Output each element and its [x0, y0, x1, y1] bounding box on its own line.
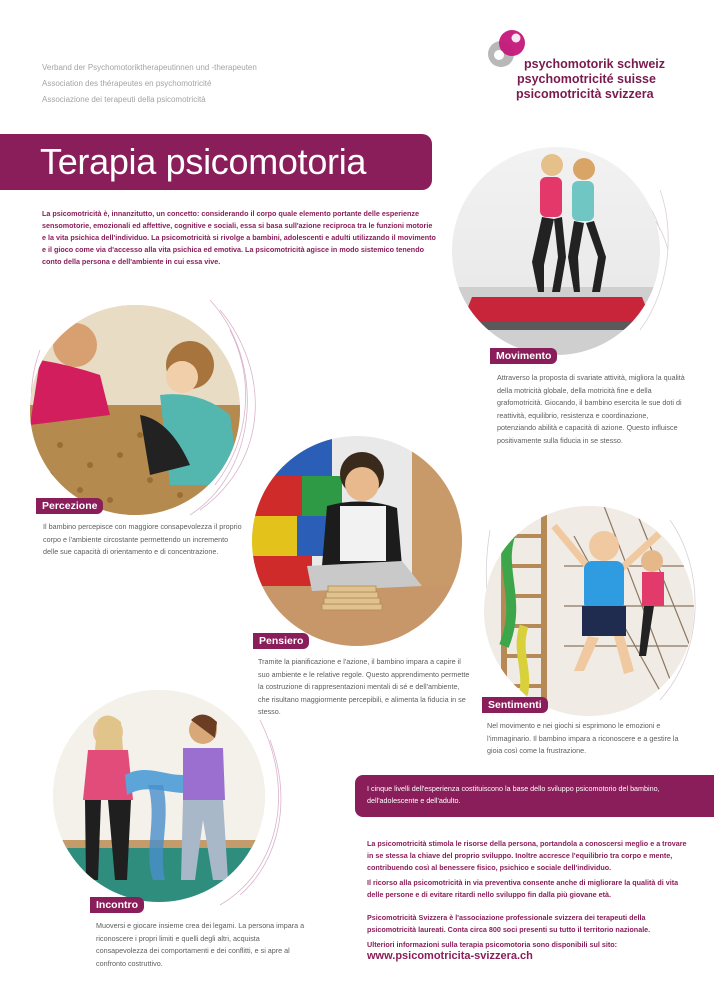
- text-movimento: Attraverso la proposta di svariate attività, migliora la qualità della motricità globale, della motricità fine e della grafomotricità. Giocando, il bambino esercita le sue doti di reattività, equilibrio, resistenza e coordinazione, potenziando abilità e capacità di azione. Questo influisce positivamente sulla fiducia in se stesso.: [497, 373, 685, 445]
- brand-line-it: psicomotricità svizzera: [516, 87, 654, 101]
- paragraph-resources: La psicomotricità stimola le risorse della persona, portandola a conoscersi meglio e a trovare in se stessa la chiave del proprio sviluppo. Inoltre accresce l'equilibrio tra corpo e mente, contribuendo così al benessere fisico, psichico e sociale dell'individuo.: [367, 839, 687, 872]
- brand-line-fr: psychomotricité suisse: [517, 72, 656, 86]
- photo-pensiero: [252, 436, 462, 646]
- paragraph-prevention: Il ricorso alla psicomotricità in via preventiva consente anche di migliorare la qualità di vita delle persone e di evitare ritardi nello sviluppo fin dalla più giovane età.: [367, 878, 679, 899]
- photo-movimento: [452, 147, 660, 355]
- photo-percezione: [30, 305, 240, 515]
- brand-line-de: psychomotorik schweiz: [524, 57, 666, 71]
- label-movimento: Movimento: [490, 348, 557, 364]
- photo-sentimenti: [484, 506, 694, 716]
- association-line-it: Associazione dei terapeuti della psicomotricità: [42, 95, 206, 104]
- text-percezione: Il bambino percepisce con maggiore consapevolezza il proprio corpo e l'ambiente circostante permettendo un incremento delle sue capacità di orientamento e di concentrazione.: [43, 522, 242, 557]
- website-link[interactable]: www.psicomotricita-svizzera.ch: [367, 950, 533, 962]
- label-incontro: Incontro: [90, 897, 144, 913]
- label-pensiero: Pensiero: [253, 633, 309, 649]
- summary-box: I cinque livelli dell'esperienza costituiscono la base dello sviluppo psicomotorio del bambino, dell'adolescente e dell'adulto.: [355, 775, 714, 817]
- paragraph-more-info: Ulteriori informazioni sulla terapia psicomotoria sono disponibili sul sito:: [367, 940, 617, 949]
- text-sentimenti: Nel movimento e nei giochi si esprimono le emozioni e l'immaginario. Il bambino impara a riconoscere e a gestire la gioia così come la frustrazione.: [487, 721, 679, 756]
- page-title: Terapia psicomotoria: [40, 141, 367, 182]
- paragraph-association: Psicomotricità Svizzera è l'associazione professionale svizzera dei terapeuti della psicomotricità laureati. Conta circa 800 soci presenti su tutto il territorio nazionale.: [367, 913, 651, 934]
- text-pensiero: Tramite la pianificazione e l'azione, il bambino impara a capire il suo ambiente e le relative regole. Questo apprendimento permette la costruzione di rappresentazioni mentali di sé e dell'ambiente, che risultano maggiormente percepibili, e alimenta la fiducia in se stesso.: [258, 657, 470, 717]
- label-sentimenti: Sentimenti: [482, 697, 548, 713]
- text-incontro: Muoversi e giocare insieme crea dei legami. La persona impara a riconoscere i propri limiti e quelli degli altri, acquista consapevolezza dei comportamenti e dei conflitti, e si apre al confronto costruttivo.: [96, 921, 305, 968]
- label-percezione: Percezione: [36, 498, 103, 514]
- intro-text: La psicomotricità è, innanzitutto, un concetto: considerando il corpo quale elemento portante delle esperienze sensomotorie, emozionali ed affettive, cognitive e sociali, essa si basa sull'azione reciproca tra le funzioni motorie e la vita psichica dell'individuo. La psicomotricità si rivolge a bambini, adolescenti e adulti utilizzando il movimento e il gioco come via d'accesso alla vita psichica ed emotiva. La psicomotricità agisce in modo sistemico tenendo conto della persona e dell'ambiente in cui essa vive.: [42, 209, 436, 266]
- photo-incontro: [53, 690, 265, 902]
- association-line-fr: Association des thérapeutes en psychomotricité: [42, 79, 212, 88]
- association-line-de: Verband der Psychomotoriktherapeutinnen und -therapeuten: [42, 63, 257, 72]
